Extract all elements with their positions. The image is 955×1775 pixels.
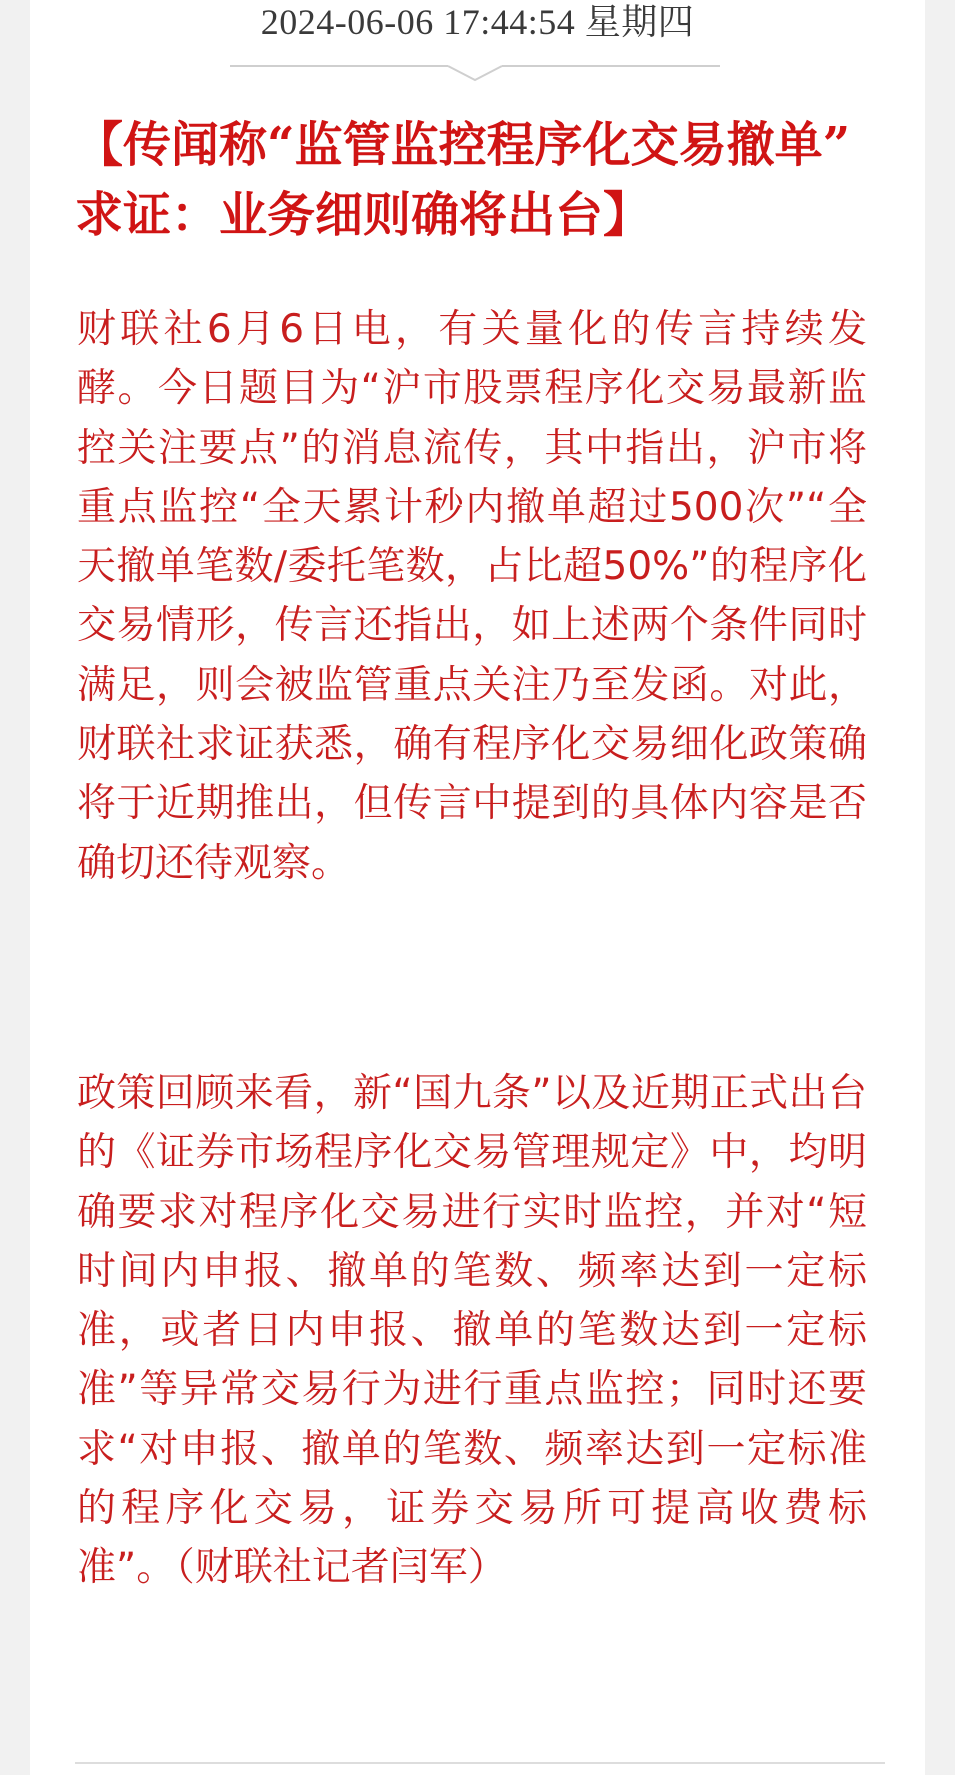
article-paragraph: 财联社6月6日电，有关量化的传言持续发酵。今日题目为“沪市股票程序化交易最新监控关注要点”的消息流传，其中指出，沪市将重点监控“全天累计秒内撤单超过500次”“全天撤单笔数/委托笔数，占比超50%”的程序化交易情形，传言还指出，如上述两个条件同时满足，则会被监管重点关注乃至发函。对此，财联社求证获悉，确有程序化交易细化政策确将于近期推出，但传言中提到的具体内容是否确切还待观察。 — [77, 307, 867, 886]
timestamp-divider — [230, 64, 720, 84]
article-paragraph: 政策回顾来看，新“国九条”以及近期正式出台的《证券市场程序化交易管理规定》中，均明确要求对程序化交易进行实时监控，并对“短时间内申报、撤单的笔数、频率达到一定标准，或者日内申报、撤单的笔数达到一定标准”等异常交易行为进行重点监控；同时还要求“对申报、撤单的笔数、频率达到一定标准的程序化交易，证券交易所可提高收费标准”。（财联社记者闫军） — [77, 1071, 867, 1591]
article-headline: 【传闻称“监管监控程序化交易撤单” 求证：业务细则确将出台】 — [75, 117, 851, 243]
bottom-divider — [75, 1762, 885, 1764]
timestamp: 2024-06-06 17:44:54 星期四 — [260, 2, 695, 42]
